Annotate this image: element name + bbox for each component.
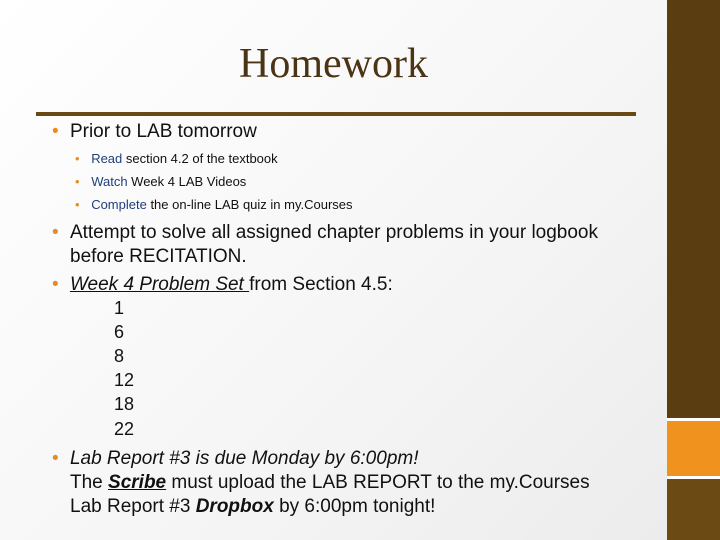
problem-number: 22 (114, 419, 135, 439)
sidebar-bottom-band (667, 479, 720, 540)
sub-item-complete (75, 197, 353, 212)
problem-number: 12 (114, 370, 135, 390)
scribe-word: Scribe (108, 472, 167, 493)
bullet-icon: • (52, 121, 59, 142)
bullet-icon: • (75, 197, 80, 212)
sidebar-orange-band (667, 421, 720, 476)
sub-item-text: section 4.2 of the textbook (122, 151, 278, 166)
sub-item-text: Week 4 LAB Videos (127, 174, 247, 189)
problem-number: 8 (114, 346, 125, 366)
problem-number: 1 (114, 298, 125, 318)
sub-item-watch (75, 174, 246, 189)
list-item-text: Attempt to solve all assigned chapter problems in your logbook (69, 222, 599, 243)
problem-number: 6 (114, 322, 125, 342)
problem-set-source: from Section 4.5: (249, 274, 393, 295)
bullet-icon: • (75, 151, 80, 166)
scribe-text: must upload the LAB REPORT to the my.Courses (166, 472, 590, 493)
scribe-instruction (70, 472, 590, 494)
title-underline (36, 112, 636, 116)
sub-item-read (75, 151, 278, 166)
page-title: Homework (239, 41, 428, 87)
bullet-icon: • (52, 222, 59, 243)
list-item-text-continued: before RECITATION. (70, 246, 247, 267)
list-item-text: Prior to LAB tomorrow (69, 121, 257, 142)
bullet-icon: • (52, 448, 59, 469)
sub-item-verb: Read (91, 151, 123, 166)
dropbox-text: Lab Report #3 (70, 496, 196, 517)
dropbox-word: Dropbox (195, 496, 274, 517)
sub-item-text: the on-line LAB quiz in my.Courses (146, 197, 353, 212)
dropbox-text: by 6:00pm tonight! (273, 496, 436, 517)
lab-report-due: Lab Report #3 is due Monday by 6:00pm! (69, 448, 419, 469)
problem-set-label: Week 4 Problem Set (69, 274, 250, 295)
sub-item-verb: Complete (91, 197, 147, 212)
bullet-icon: • (52, 274, 59, 295)
dropbox-instruction (70, 496, 435, 518)
list-item-attempt (52, 222, 598, 244)
list-item-prior (52, 121, 257, 143)
problem-number: 18 (114, 394, 135, 414)
sub-item-verb: Watch (91, 174, 128, 189)
sidebar-dark-band (667, 0, 720, 418)
scribe-text: The (70, 472, 109, 493)
list-item-problem-set (52, 274, 393, 296)
list-item-lab-report (52, 448, 419, 470)
bullet-icon: • (75, 174, 80, 189)
